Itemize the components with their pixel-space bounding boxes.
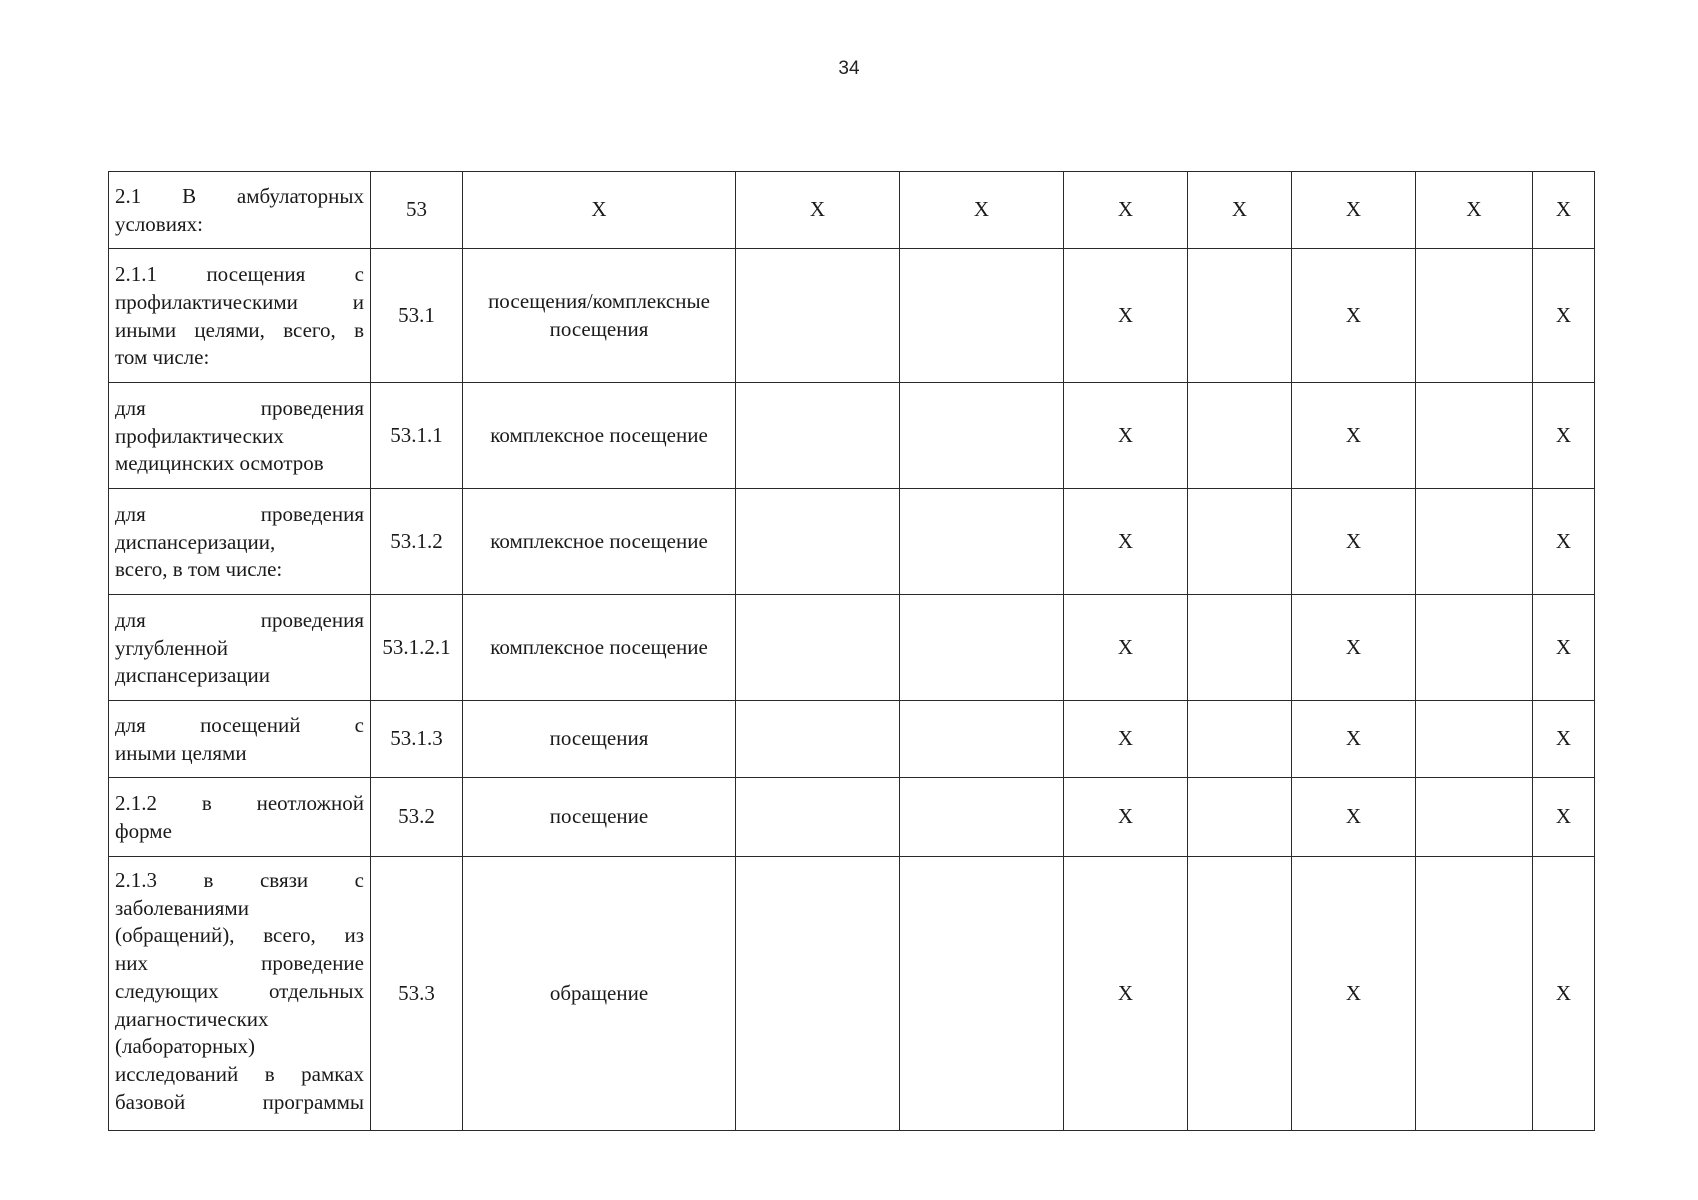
row-name-line: форме <box>115 819 172 843</box>
row-value-cell: Х <box>1064 701 1188 778</box>
row-value-cell <box>1188 489 1292 595</box>
row-value-cell <box>1188 701 1292 778</box>
row-value-cell: Х <box>736 172 900 249</box>
row-name-line: (обращений), всего, из <box>115 923 364 948</box>
row-name-line: для посещений с <box>115 713 364 738</box>
table-row <box>109 701 1595 778</box>
row-value-cell: Х <box>1292 595 1416 701</box>
row-value-cell: Х <box>1416 172 1533 249</box>
row-name-line: условиях: <box>115 212 203 236</box>
row-code-cell: 53.3 <box>371 857 463 1131</box>
row-value-cell <box>1416 383 1533 489</box>
row-name-line: всего, в том числе: <box>115 557 283 582</box>
row-value-cell: Х <box>1292 701 1416 778</box>
row-value-cell: Х <box>1533 489 1595 595</box>
row-value-cell <box>900 249 1064 383</box>
row-name-cell <box>109 857 371 1131</box>
row-value-cell: Х <box>1292 857 1416 1131</box>
row-value-cell: Х <box>1064 172 1188 249</box>
table-row <box>109 595 1595 701</box>
row-unit-cell: комплексное посещение <box>463 383 736 489</box>
row-name-cell <box>109 383 371 489</box>
row-name-line: иными целями, всего, в <box>115 317 364 342</box>
row-unit-cell: посещения <box>463 701 736 778</box>
page-number: 34 <box>838 58 860 79</box>
row-name-cell <box>109 595 371 701</box>
row-value-cell <box>1188 383 1292 489</box>
row-value-cell <box>900 701 1064 778</box>
row-value-cell <box>1416 489 1533 595</box>
row-name-line: 2.1.1 посещения с <box>115 262 364 287</box>
row-value-cell: Х <box>1064 489 1188 595</box>
row-unit-cell: комплексное посещение <box>463 595 736 701</box>
row-value-cell: Х <box>1533 701 1595 778</box>
row-code-cell: 53.1.1 <box>371 383 463 489</box>
row-name-line: (лабораторных) <box>115 1034 255 1059</box>
row-unit-cell: комплексное посещение <box>463 489 736 595</box>
row-name-line: 2.1 В амбулаторных <box>115 184 364 209</box>
row-name-line: исследований в рамках <box>115 1062 364 1087</box>
row-name-line: для проведения <box>115 607 364 632</box>
row-name-cell <box>109 701 371 778</box>
row-name-line: них проведение <box>115 951 364 976</box>
row-name-line: диспансеризации, <box>115 529 276 554</box>
row-unit-cell: посещения/комплексные посещения <box>463 249 736 383</box>
row-name-line: углубленной <box>115 635 228 660</box>
row-value-cell: Х <box>1533 172 1595 249</box>
row-value-cell <box>1188 249 1292 383</box>
row-value-cell <box>1188 778 1292 857</box>
row-value-cell <box>736 489 900 595</box>
row-name-line: профилактических <box>115 423 284 448</box>
row-value-cell: Х <box>1533 857 1595 1131</box>
row-value-cell <box>900 778 1064 857</box>
row-name-cell <box>109 489 371 595</box>
row-unit-cell: посещение <box>463 778 736 857</box>
row-value-cell: Х <box>1292 172 1416 249</box>
row-value-cell <box>736 595 900 701</box>
row-value-cell <box>1416 857 1533 1131</box>
row-value-cell: Х <box>1188 172 1292 249</box>
row-code-cell: 53.1 <box>371 249 463 383</box>
row-code-cell: 53 <box>371 172 463 249</box>
table-row <box>109 383 1595 489</box>
row-value-cell <box>1188 857 1292 1131</box>
row-unit-cell: Х <box>463 172 736 249</box>
row-value-cell <box>1188 595 1292 701</box>
row-name-line: 2.1.2 в неотложной <box>115 791 364 816</box>
row-value-cell <box>1416 249 1533 383</box>
row-value-cell <box>1416 701 1533 778</box>
program-table <box>108 171 1595 1131</box>
row-name-line: для проведения <box>115 395 364 420</box>
row-value-cell <box>736 857 900 1131</box>
row-name-line: 2.1.3 в связи с <box>115 868 364 892</box>
row-name-line: том числе: <box>115 345 210 370</box>
row-value-cell: Х <box>1064 778 1188 857</box>
row-name-cell <box>109 778 371 857</box>
row-unit-cell: обращение <box>463 857 736 1131</box>
row-name-cell <box>109 172 371 249</box>
row-value-cell <box>900 489 1064 595</box>
row-name-line: базовой программы <box>115 1089 364 1114</box>
row-value-cell <box>1416 778 1533 857</box>
table-row <box>109 778 1595 857</box>
table-body <box>109 172 1595 1131</box>
row-value-cell <box>1416 595 1533 701</box>
row-name-line: профилактическими и <box>115 289 364 314</box>
table-row <box>109 249 1595 383</box>
row-value-cell: Х <box>1533 595 1595 701</box>
row-name-line: заболеваниями <box>115 895 249 920</box>
table-row <box>109 172 1595 249</box>
row-value-cell: Х <box>1533 383 1595 489</box>
row-value-cell <box>900 595 1064 701</box>
table-row <box>109 857 1595 1131</box>
row-value-cell: Х <box>1064 383 1188 489</box>
row-code-cell: 53.1.3 <box>371 701 463 778</box>
row-code-cell: 53.2 <box>371 778 463 857</box>
row-value-cell <box>736 778 900 857</box>
row-value-cell <box>900 857 1064 1131</box>
row-value-cell <box>736 701 900 778</box>
table-row <box>109 489 1595 595</box>
row-name-line: следующих отдельных <box>115 978 364 1003</box>
row-name-cell <box>109 249 371 383</box>
row-value-cell: Х <box>1533 249 1595 383</box>
row-value-cell: Х <box>1292 489 1416 595</box>
row-value-cell: Х <box>1292 778 1416 857</box>
row-name-line: диспансеризации <box>115 663 271 688</box>
row-name-line: медицинских осмотров <box>115 451 324 476</box>
row-value-cell <box>900 383 1064 489</box>
row-value-cell: Х <box>1064 595 1188 701</box>
row-value-cell <box>736 249 900 383</box>
row-value-cell: Х <box>1292 249 1416 383</box>
row-code-cell: 53.1.2 <box>371 489 463 595</box>
row-value-cell: Х <box>1064 857 1188 1131</box>
row-name-line: диагностических <box>115 1006 269 1031</box>
row-value-cell: Х <box>1533 778 1595 857</box>
row-value-cell: Х <box>1064 249 1188 383</box>
row-name-line: для проведения <box>115 501 364 526</box>
row-value-cell: Х <box>1292 383 1416 489</box>
row-value-cell <box>736 383 900 489</box>
row-code-cell: 53.1.2.1 <box>371 595 463 701</box>
row-value-cell: Х <box>900 172 1064 249</box>
row-name-line: иными целями <box>115 741 247 765</box>
